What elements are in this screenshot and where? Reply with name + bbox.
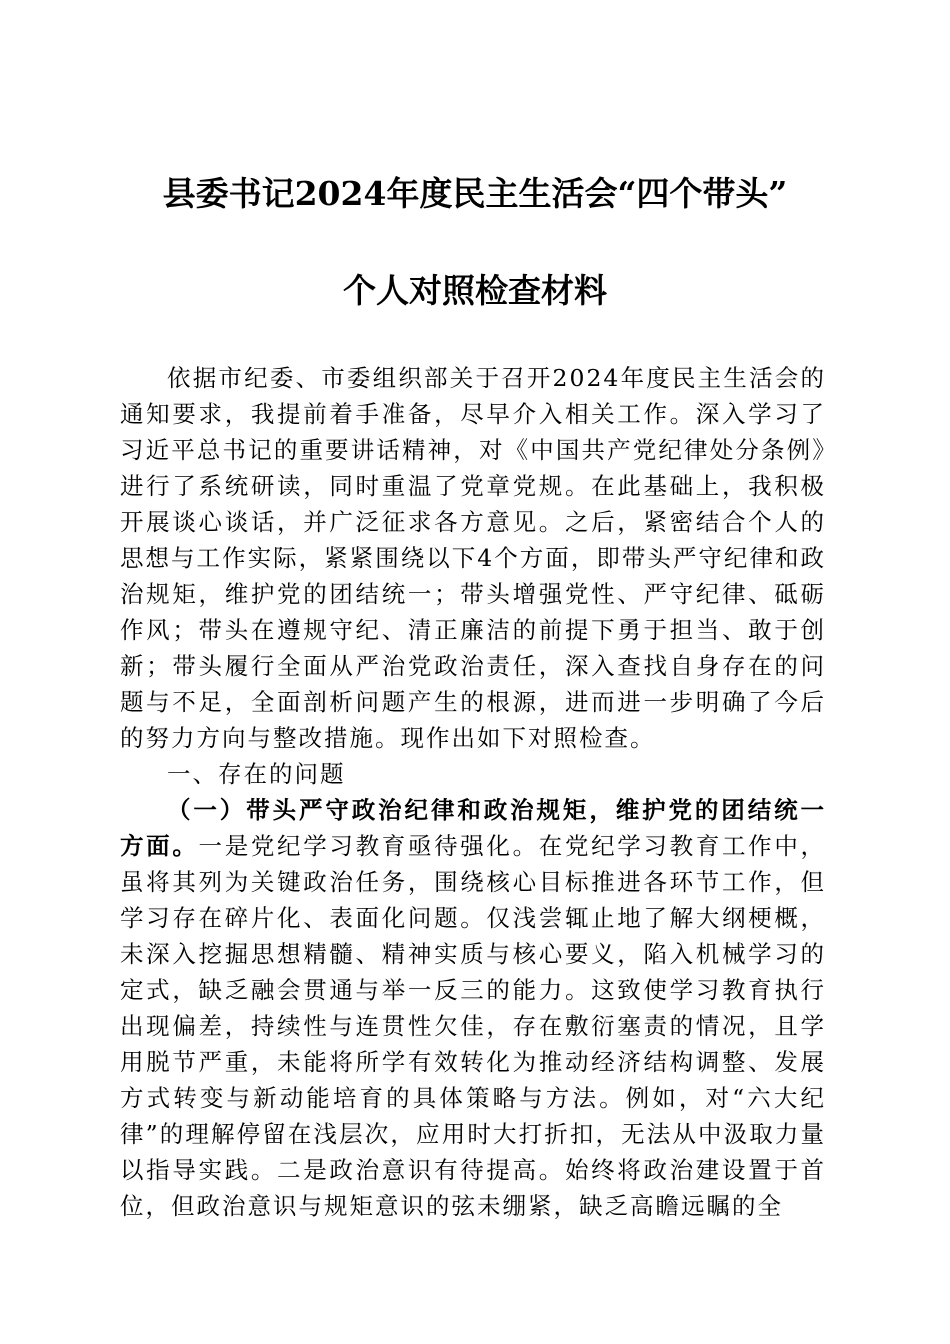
subsection-paragraph-1 [120, 792, 826, 1224]
document-body [120, 360, 826, 1224]
subsection-body-1: 一是党纪学习教育亟待强化。在党纪学习教育工作中，虽将其列为关键政治任务，围绕核心目标推进各环节工作，但学习存在碎片化、表面化问题。仅浅尝辄止地了解大纲梗概，未深入挖掘思想精髓、精神实质与核心要义，陷入机械学习的定式，缺乏融会贯通与举一反三的能力。这致使学习教育执行出现偏差，持续性与连贯性欠佳，存在敷衍塞责的情况，且学用脱节严重，未能将所学有效转化为推动经济结构调整、发展方式转变与新动能培育的具体策略与方法。例如，对“六大纪律”的理解停留在浅层次，应用时大打折扣，无法从中汲取力量以指导实践。二是政治意识有待提高。始终将政治建设置于首位，但政治意识与规矩意识的弦未绷紧，缺乏高瞻远瞩的全 [120, 832, 827, 1220]
section-heading-problems: 一、存在的问题 [167, 760, 346, 788]
subsection-heading-1: （一）带头严守政治纪律和政治规矩，维护党的团结统一方面。 [120, 796, 826, 860]
document-title-line-2: 个人对照检查材料 [343, 271, 607, 310]
document-title-line-1: 县委书记2024年度民主生活会“四个带头” [162, 174, 788, 213]
intro-paragraph: 依据市纪委、市委组织部关于召开2024年度民主生活会的通知要求，我提前着手准备，尽早介入相关工作。深入学习了习近平总书记的重要讲话精神，对《中国共产党纪律处分条例》进行了系统研读，同时重温了党章党规。在此基础上，我积极开展谈心谈话，并广泛征求各方意见。之后，紧密结合个人的思想与工作实际，紧紧围绕以下4个方面，即带头严守纪律和政治规矩，维护党的团结统一；带头增强党性、严守纪律、砥砺作风；带头在遵规守纪、清正廉洁的前提下勇于担当、敢于创新；带头履行全面从严治党政治责任，深入查找自身存在的问题与不足，全面剖析问题产生的根源，进而进一步明确了今后的努力方向与整改措施。现作出如下对照检查。 [120, 364, 826, 752]
